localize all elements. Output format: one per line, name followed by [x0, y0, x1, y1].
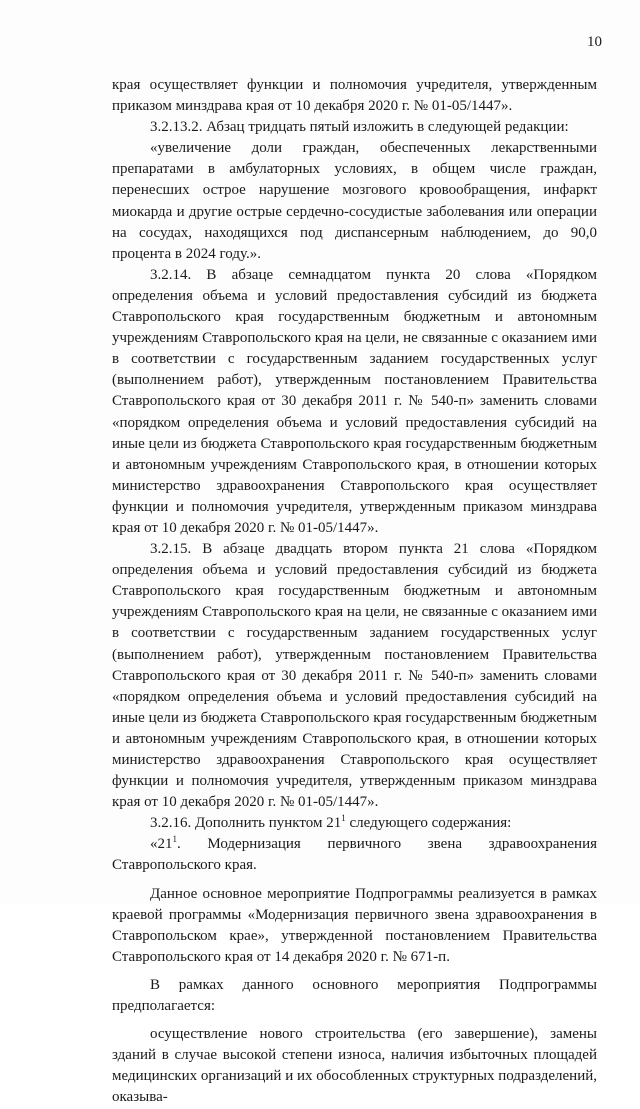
paragraph-program-basis: Данное основное мероприятие Подпрограммы реализуется в рамках краевой программы «Модернизация первичного звена здравоохранения в Ставропольском крае», утвержденной постановлением Правительства Ставропольского края от 14 декабря 2020 г. № 671-п.: [112, 885, 597, 965]
superscript-index: 1: [341, 813, 346, 824]
paragraph-continuation: края осуществляет функции и полномочия учредителя, утвержденным приказом минздрава края от 10 декабря 2020 г. № 01-05/1447».: [112, 77, 597, 115]
document-body: [112, 75, 597, 1109]
page-number: 10: [587, 34, 602, 50]
paragraph-21-1-end: . Модернизация первичного звена здравоохранения Ставропольского края.: [112, 836, 597, 874]
paragraph-3-2-16-end: следующего содержания:: [345, 815, 512, 832]
paragraph-3-2-15: 3.2.15. В абзаце двадцать втором пункта 21 слова «Порядком определения объема и условий предоставления субсидий из бюджета Ставропольского края государственным бюджетным и автономным учреждениям Ставропольского края на цели, не связанные с оказанием ими в соответствии с государственным заданием государственных услуг (выполнением работ), утвержденным постановлением Правительства Ставропольского края от 30 декабря 2011 г. № 540-п» заменить словами «порядком определения объема и условий предоставления субсидий на иные цели из бюджета Ставропольского края государственным бюджетным и автономным учреждениям Ставропольского края, в отношении которых министерство здравоохранения Ставропольского края осуществляет функции и полномочия учредителя, утвержденным приказом минздрава края от 10 декабря 2020 г. № 01-05/1447».: [112, 541, 597, 811]
paragraph-3-2-13-2: 3.2.13.2. Абзац тридцать пятый изложить в следующей редакции:: [150, 119, 569, 136]
superscript-index: 1: [172, 834, 177, 845]
paragraph-3-2-16: [112, 813, 597, 834]
paragraph-3-2-14: 3.2.14. В абзаце семнадцатом пункта 20 слова «Порядком определения объема и условий предоставления субсидий из бюджета Ставропольского края государственным бюджетным и автономным учреждениям Ставропольского края на цели, не связанные с оказанием ими в соответствии с государственным заданием государственных услуг (выполнением работ), утвержденным постановлением Правительства Ставропольского края от 30 декабря 2011 г. № 540-п» заменить словами «порядком определения объема и условий предоставления субсидий на иные цели из бюджета Ставропольского края государственным бюджетным и автономным учреждениям Ставропольского края, в отношении которых министерство здравоохранения Ставропольского края осуществляет функции и полномочия учредителя, утвержденным приказом минздрава края от 10 декабря 2020 г. № 01-05/1447».: [112, 266, 597, 536]
paragraph-21-1-heading: [112, 834, 597, 876]
paragraph-21-1-start: «21: [150, 836, 173, 853]
paragraph-3-2-16-start: 3.2.16. Дополнить пунктом 21: [150, 815, 342, 832]
paragraph-quote-new-wording: «увеличение доли граждан, обеспеченных лекарственными препаратами в амбулаторных условиях, в общем числе граждан, перенесших острое нарушение мозгового кровообращения, инфаркт миокарда и другие острые сердечно-сосудистые заболевания или операции на сосудах, находящихся под диспансерным наблюдением, до 90,0 процента в 2024 году.».: [112, 140, 597, 262]
paragraph-construction: осуществление нового строительства (его завершение), замены зданий в случае высокой степени износа, наличия избыточных площадей медицинских организаций и их обособленных структурных подразделений, оказыва-: [112, 1026, 598, 1106]
paragraph-planned-measures: В рамках данного основного мероприятия Подпрограммы предполагается:: [112, 976, 597, 1015]
